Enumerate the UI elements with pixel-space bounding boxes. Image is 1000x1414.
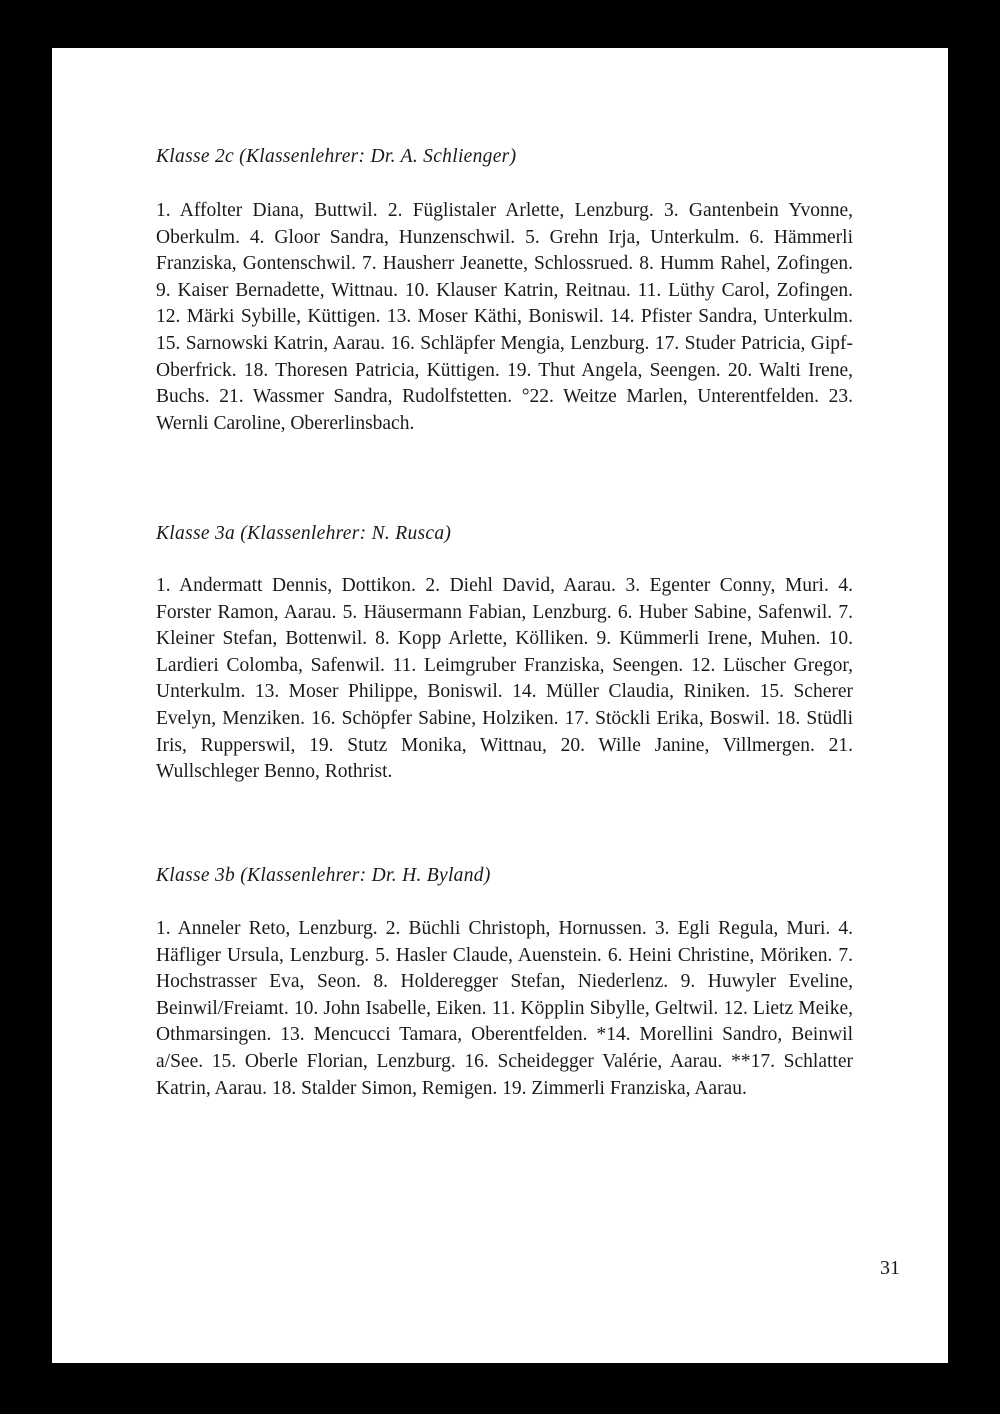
document-page [52,48,948,1363]
student-list-klasse-2c: 1. Affolter Diana, Buttwil. 2. Füglistaler Arlette, Lenzburg. 3. Gantenbein Yvonne, Oberkulm. 4. Gloor Sandra, Hunzenschwil. 5. Grehn Irja, Unterkulm. 6. Hämmerli Franziska, Gontenschwil. 7. Hausherr Jeanette, Schlossrued. 8. Humm Rahel, Zofingen. 9. Kaiser Bernadette, Wittnau. 10. Klauser Katrin, Reitnau. 11. Lüthy Carol, Zofingen. 12. Märki Sybille, Küttigen. 13. Moser Käthi, Boniswil. 14. Pfister Sandra, Unterkulm. 15. Sarnowski Katrin, Aarau. 16. Schläpfer Mengia, Lenzburg. 17. Studer Patricia, Gipf-Oberfrick. 18. Thoresen Patricia, Küttigen. 19. Thut Angela, Seengen. 20. Walti Irene, Buchs. 21. Wassmer Sandra, Rudolfstetten. °22. Weitze Marlen, Unterentfelden. 23. Wernli Caroline, Obererlinsbach. [156,200,853,434]
section-heading-klasse-3a: Klasse 3a (Klassenlehrer: N. Rusca) [156,523,452,544]
page-number: 31 [880,1257,900,1279]
section-heading-klasse-2c: Klasse 2c (Klassenlehrer: Dr. A. Schlienger) [156,146,517,167]
student-list-klasse-3a: 1. Andermatt Dennis, Dottikon. 2. Diehl David, Aarau. 3. Egenter Conny, Muri. 4. Forster Ramon, Aarau. 5. Häusermann Fabian, Lenzburg. 6. Huber Sabine, Safenwil. 7. Kleiner Stefan, Bottenwil. 8. Kopp Arlette, Kölliken. 9. Kümmerli Irene, Muhen. 10. Lardieri Colomba, Safenwil. 11. Leimgruber Franziska, Seengen. 12. Lüscher Gregor, Unterkulm. 13. Moser Philippe, Boniswil. 14. Müller Claudia, Riniken. 15. Scherer Evelyn, Menziken. 16. Schöpfer Sabine, Holziken. 17. Stöckli Erika, Boswil. 18. Stüdli Iris, Rupperswil, 19. Stutz Monika, Wittnau, 20. Wille Janine, Villmergen. 21. Wullschleger Benno, Rothrist. [156,575,853,783]
section-heading-klasse-3b: Klasse 3b (Klassenlehrer: Dr. H. Byland) [156,865,491,886]
student-list-klasse-3b: 1. Anneler Reto, Lenzburg. 2. Büchli Christoph, Hornussen. 3. Egli Regula, Muri. 4. Häfliger Ursula, Lenzburg. 5. Hasler Claude, Auenstein. 6. Heini Christine, Möriken. 7. Hochstrasser Eva, Seon. 8. Holderegger Stefan, Niederlenz. 9. Huwyler Eveline, Beinwil/Freiamt. 10. John Isabelle, Eiken. 11. Köpplin Sibylle, Geltwil. 12. Lietz Meike, Othmarsingen. 13. Mencucci Tamara, Oberentfelden. *14. Morellini Sandro, Beinwil a/See. 15. Oberle Florian, Lenzburg. 16. Scheidegger Valérie, Aarau. **17. Schlatter Katrin, Aarau. 18. Stalder Simon, Remigen. 19. Zimmerli Franziska, Aarau. [156,918,853,1099]
